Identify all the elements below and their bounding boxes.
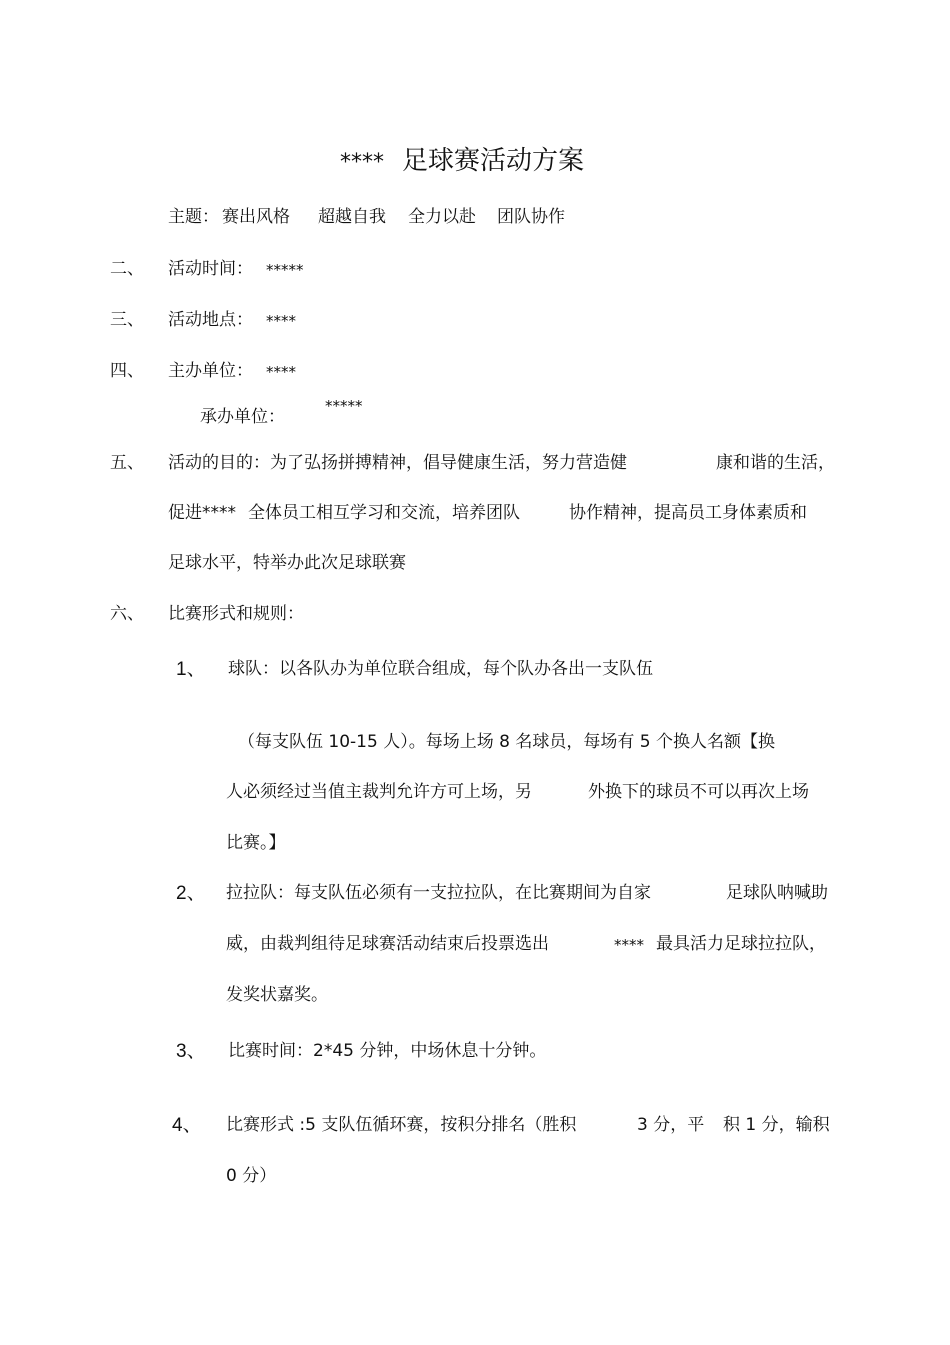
rule-line: 比赛时间：2*45 分钟，中场休息十分钟。 (228, 1041, 547, 1061)
rule-line: 0 分） (226, 1166, 277, 1186)
rule-line: 最具活力足球拉拉队， (656, 934, 826, 954)
rule-number: 4、 (172, 1115, 202, 1136)
rule-line: 外换下的球员不可以再次上场 (588, 782, 809, 802)
section-index: 五、 (110, 453, 144, 473)
rule-line: 球队：以各队办为单位联合组成，每个队办各出一支队伍 (228, 659, 653, 679)
section-index: 三、 (110, 310, 144, 330)
section-index: 四、 (110, 361, 144, 381)
purpose-line: 活动的目的：为了弘扬拼搏精神，倡导健康生活，努力营造健 (168, 453, 627, 473)
rule-line: 比赛。】 (226, 833, 286, 853)
purpose-line: 康和谐的生活， (716, 453, 835, 473)
purpose-line: 足球水平，特举办此次足球联赛 (168, 553, 406, 573)
organizer-value: ***** (325, 397, 363, 415)
theme-phrase: 团队协作 (497, 207, 565, 227)
theme-phrase: 赛出风格 (222, 207, 290, 227)
rule-line: 拉拉队：每支队伍必须有一支拉拉队，在比赛期间为自家 (226, 883, 651, 903)
purpose-line: 协作精神，提高员工身体素质和 (569, 503, 807, 523)
theme-phrase: 全力以赴 (408, 207, 476, 227)
place-label: 活动地点： (168, 310, 253, 330)
organizer-label: 承办单位： (200, 407, 285, 427)
rule-line: 足球队呐喊助 (726, 883, 828, 903)
purpose-line: 全体员工相互学习和交流，培养团队 (248, 503, 520, 523)
title-stars: **** (340, 150, 384, 175)
host-label: 主办单位： (168, 361, 253, 381)
rule-number: 2、 (176, 883, 206, 904)
time-value: ***** (266, 261, 304, 279)
page-title: 足球赛活动方案 (402, 146, 585, 176)
rule-line: （每支队伍 10-15 人）。每场上场 8 名球员，每场有 5 个换人名额【换 (238, 732, 775, 752)
rule-line: 发奖状嘉奖。 (226, 985, 328, 1005)
section-index: 二、 (110, 259, 144, 279)
place-value: **** (266, 312, 296, 330)
host-value: **** (266, 363, 296, 381)
theme-phrase: 超越自我 (318, 207, 386, 227)
rule-line: 比赛形式 :5 支队伍循环赛，按积分排名（胜积 (226, 1115, 577, 1135)
rule-line: 积 1 分，输积 (723, 1115, 830, 1135)
theme-label: 主题： (168, 207, 219, 227)
rules-heading: 比赛形式和规则： (168, 604, 304, 624)
rule-line: 人必须经过当值主裁判允许方可上场，另 (226, 782, 532, 802)
rule-line: 威，由裁判组待足球赛活动结束后投票选出 (226, 934, 549, 954)
section-index: 六、 (110, 604, 144, 624)
rule-line: **** (614, 936, 644, 954)
rule-line: 3 分，平 (637, 1115, 705, 1135)
rule-number: 1、 (176, 659, 206, 680)
purpose-line: 促进**** (168, 503, 236, 523)
time-label: 活动时间： (168, 259, 253, 279)
rule-number: 3、 (176, 1041, 206, 1062)
